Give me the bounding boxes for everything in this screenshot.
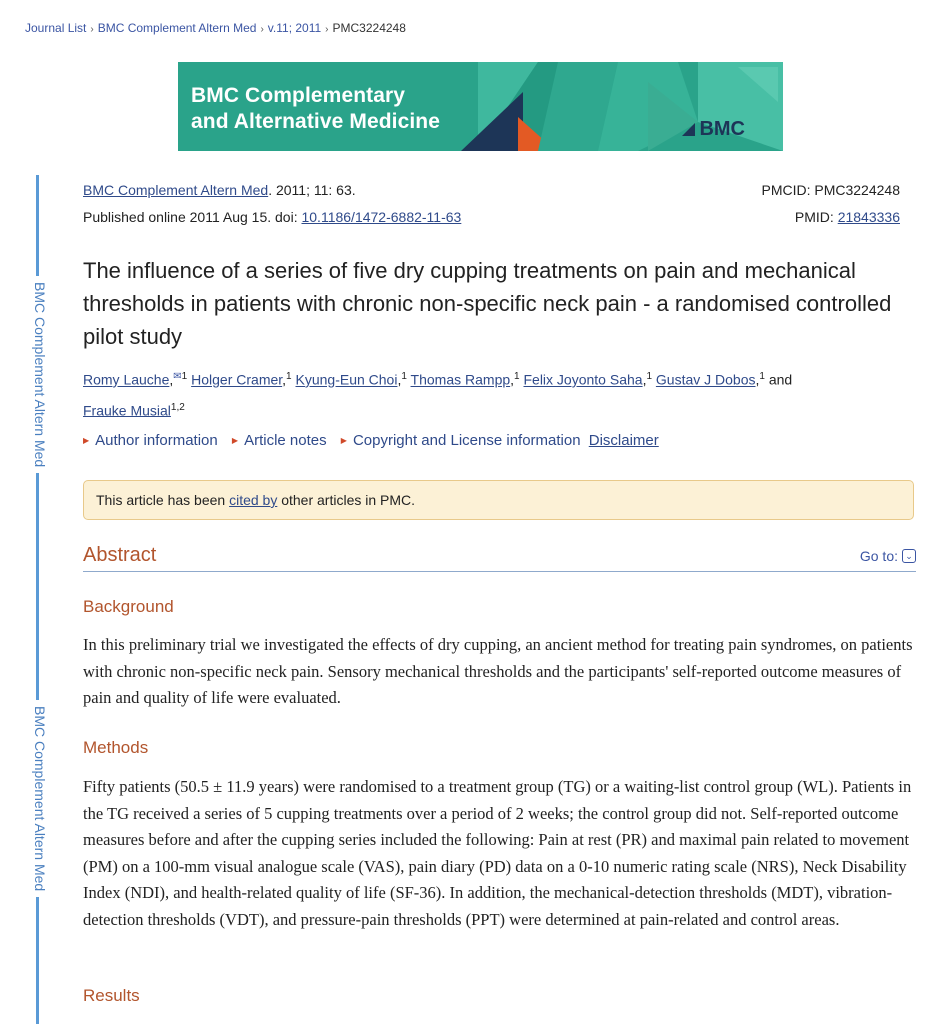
abstract-header (83, 544, 916, 572)
breadcrumb (25, 21, 406, 35)
pmid-label: PMID: (794, 209, 838, 225)
journal-banner[interactable] (178, 62, 783, 151)
breadcrumb-volume[interactable]: v.11; 2011 (267, 21, 322, 35)
triangle-right-icon: ▶ (231, 436, 239, 445)
bmc-logo-icon (682, 123, 695, 136)
goto-menu[interactable]: Go to: ⌄ (860, 548, 916, 564)
triangle-right-icon: ▶ (340, 436, 347, 445)
article-ids (761, 177, 900, 231)
disclaimer-link[interactable]: Disclaimer (588, 432, 659, 449)
author-information-toggle[interactable]: Author information (95, 432, 218, 449)
chevron-down-icon[interactable]: ⌄ (902, 549, 916, 563)
side-rail-label[interactable]: BMC Complement Altern Med (26, 700, 48, 897)
pmid-link[interactable]: 21843336 (837, 209, 900, 225)
breadcrumb-journal-list[interactable]: Journal List (25, 21, 87, 35)
journal-link[interactable]: BMC Complement Altern Med (83, 182, 269, 198)
copyright-toggle[interactable]: Copyright and License information (352, 432, 581, 449)
bmc-logo: BMC (682, 118, 745, 141)
doi-link[interactable]: 10.1186/1472-6882-11-63 (301, 209, 462, 225)
author-link[interactable]: Kyung-Eun Choi (295, 371, 398, 388)
citation-info (83, 177, 461, 231)
breadcrumb-current: PMC3224248 (332, 21, 406, 35)
author-link[interactable]: Thomas Rampp (410, 371, 511, 388)
results-heading: Results (83, 986, 140, 1005)
breadcrumb-journal[interactable]: BMC Complement Altern Med (97, 21, 257, 35)
citation-year-volume: . 2011; 11: 63. (268, 182, 356, 198)
envelope-icon[interactable]: ✉ (173, 371, 182, 382)
background-heading: Background (83, 597, 174, 616)
pmcid: PMCID: PMC3224248 (761, 182, 900, 198)
background-text: In this preliminary trial we investigated the effects of dry cupping, an ancient method for treating pain syndromes, on patients with chronic non-specific neck pain. Sensory mechanical thresholds and the participants' self-reported outcome measures of pain and quality of life were evaluated. (83, 635, 913, 707)
article-info-links (83, 432, 659, 449)
author-link[interactable]: Gustav J Dobos (655, 371, 756, 388)
author-link[interactable]: Romy Lauche (83, 371, 170, 388)
triangle-right-icon: ▶ (83, 436, 90, 445)
author-link[interactable]: Holger Cramer (191, 371, 283, 388)
cited-by-notice: This article has been cited by other articles in PMC. (83, 480, 914, 520)
chevron-right-icon: › (325, 24, 329, 35)
article-notes-toggle[interactable]: Article notes (244, 432, 327, 449)
author-list: Romy Lauche,✉$^1$ Holger Cramer,$^1$ Kyung-Eun Choi,$^1$ Thomas Rampp,$^1$ Felix Joyonto Saha,$^1$ Gustav J Dobos,$^1$ and Frauke Musial$^{1,2}$ (83, 363, 923, 424)
side-rail-label[interactable]: BMC Complement Altern Med (26, 276, 48, 473)
published-date: Published online 2011 Aug 15. doi: (83, 209, 302, 225)
banner-title: BMC Complementary and Alternative Medicine (191, 84, 441, 133)
author-link[interactable]: Felix Joyonto Saha (523, 371, 643, 388)
cited-by-link[interactable]: cited by (229, 492, 278, 508)
methods-text: Fifty patients (50.5 ± 11.9 years) were randomised to a treatment group (TG) or a waiting-list control group (WL). Patients in the TG received a series of 5 cupping treatments over a period of 2 weeks; the control group did not. Self-reported outcome measures before and after the cupping series included the following: Pain at rest (PR) and maximal pain related to movement (PM) on a 100-mm visual analogue scale (VAS), pain diary (PD) data on a 0-10 numeric rating scale (NRS), Neck Disability Index (NDI), and health-related quality of life (SF-36). In addition, the mechanical-detection thresholds (MDT), vibration-detection thresholds (VDT), and pressure-pain thresholds (PPT) were determined at pain-related and control areas. (83, 777, 912, 929)
article-title: The influence of a series of five dry cupping treatments on pain and mechanical thresholds in patients with chronic non-specific neck pain - a randomised controlled pilot study (83, 258, 892, 349)
methods-heading: Methods (83, 738, 149, 757)
abstract-heading: Abstract (83, 544, 157, 566)
authors-and: and (768, 371, 793, 388)
chevron-right-icon: › (90, 24, 94, 35)
author-link[interactable]: Frauke Musial (83, 402, 171, 419)
chevron-right-icon: › (260, 24, 264, 35)
